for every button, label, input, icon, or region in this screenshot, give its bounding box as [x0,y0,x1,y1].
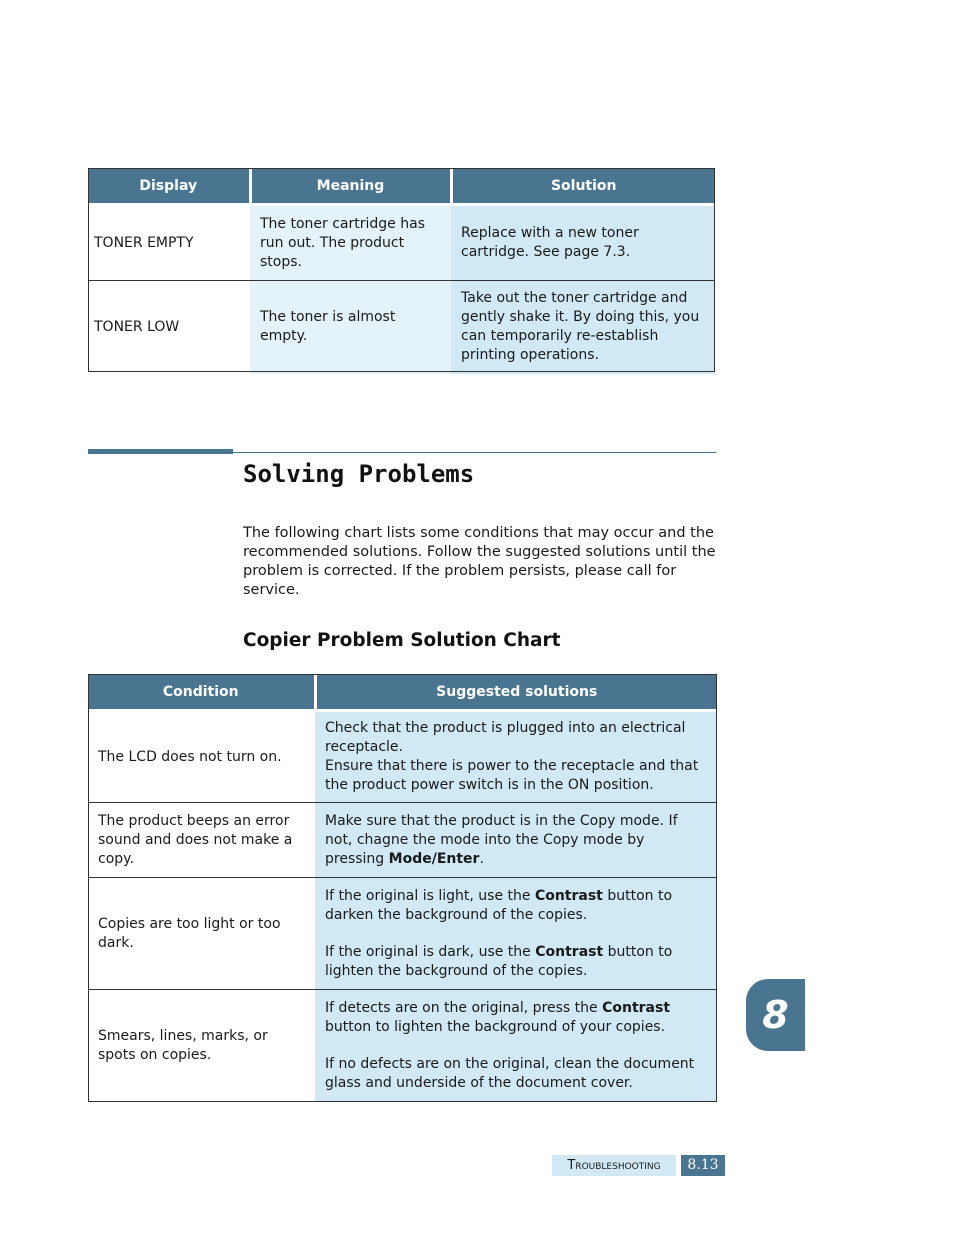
solution-text: If the original is dark, use the [325,943,536,960]
column-header-suggested-solutions: Suggested solutions [315,675,717,711]
solution-cell [315,803,717,878]
solution-paragraph [325,943,707,981]
solution-text: Make sure that the product is in the Copy mode. If not, chagne the mode into the Copy mode by pressing [325,812,678,867]
display-cell: TONER LOW [88,281,250,374]
table-row [88,711,717,803]
display-table [88,168,715,374]
solution-paragraph: If no defects are on the original, clean the document glass and underside of the document cover. [325,1055,695,1091]
problem-solution-table [88,674,717,1102]
key-name: Mode/Enter [388,850,480,867]
meaning-cell: The toner cartridge has run out. The product stops. [250,205,451,281]
solution-cell: Take out the toner cartridge and gently shake it. By doing this, you can temporarily re-establish printing operations. [451,281,715,374]
solution-paragraph [325,999,707,1037]
section-rule-thin [233,452,716,453]
solution-cell: Replace with a new toner cartridge. See page 7.3. [451,205,715,281]
solution-line: Check that the product is plugged into an electrical receptacle. [325,720,686,755]
table-row [88,205,715,281]
condition-cell: The LCD does not turn on. [88,711,315,803]
table-row [88,878,717,990]
chart-subtitle: Copier Problem Solution Chart [243,630,561,651]
solution-text: button to lighten the background of the copies. [325,943,673,979]
condition-cell: Smears, lines, marks, or spots on copies. [88,990,315,1102]
solution-cell [315,878,717,990]
solution-paragraph [325,887,707,925]
column-header-meaning: Meaning [250,169,451,205]
column-header-solution: Solution [451,169,715,205]
section-rule [88,449,233,454]
footer-page-number: 8.13 [681,1155,725,1176]
display-cell: TONER EMPTY [88,205,250,281]
solution-cell [315,990,717,1102]
solution-text: If detects are on the original, press the [325,999,603,1016]
chapter-tab: 8 [746,979,805,1051]
button-name: Contrast [535,943,604,960]
section-title: Solving Problems [243,460,475,488]
meaning-cell: The toner is almost empty. [250,281,451,374]
button-name: Contrast [534,887,603,904]
table-row [88,281,715,374]
intro-paragraph: The following chart lists some conditions that may occur and the recommended solutions. Follow the suggested solutions until the problem is corrected. If the problem persists, please call for service. [243,525,716,598]
solution-text: If the original is light, use the [325,887,535,904]
table-row [88,990,717,1102]
solution-text: . [479,850,484,867]
solution-cell [315,711,717,803]
condition-cell: Copies are too light or too dark. [88,878,315,990]
footer-section-label: Troubleshooting [552,1155,676,1176]
button-name: Contrast [602,999,671,1016]
solution-text: button to darken the background of the copies. [325,887,673,923]
column-header-display: Display [88,169,250,205]
table-row [88,803,717,878]
solution-line: Ensure that there is power to the receptacle and that the product power switch is in the ON position. [325,758,699,793]
solution-text: button to lighten the background of your copies. [325,1018,666,1035]
column-header-condition: Condition [88,675,315,711]
condition-cell: The product beeps an error sound and does not make a copy. [88,803,315,878]
